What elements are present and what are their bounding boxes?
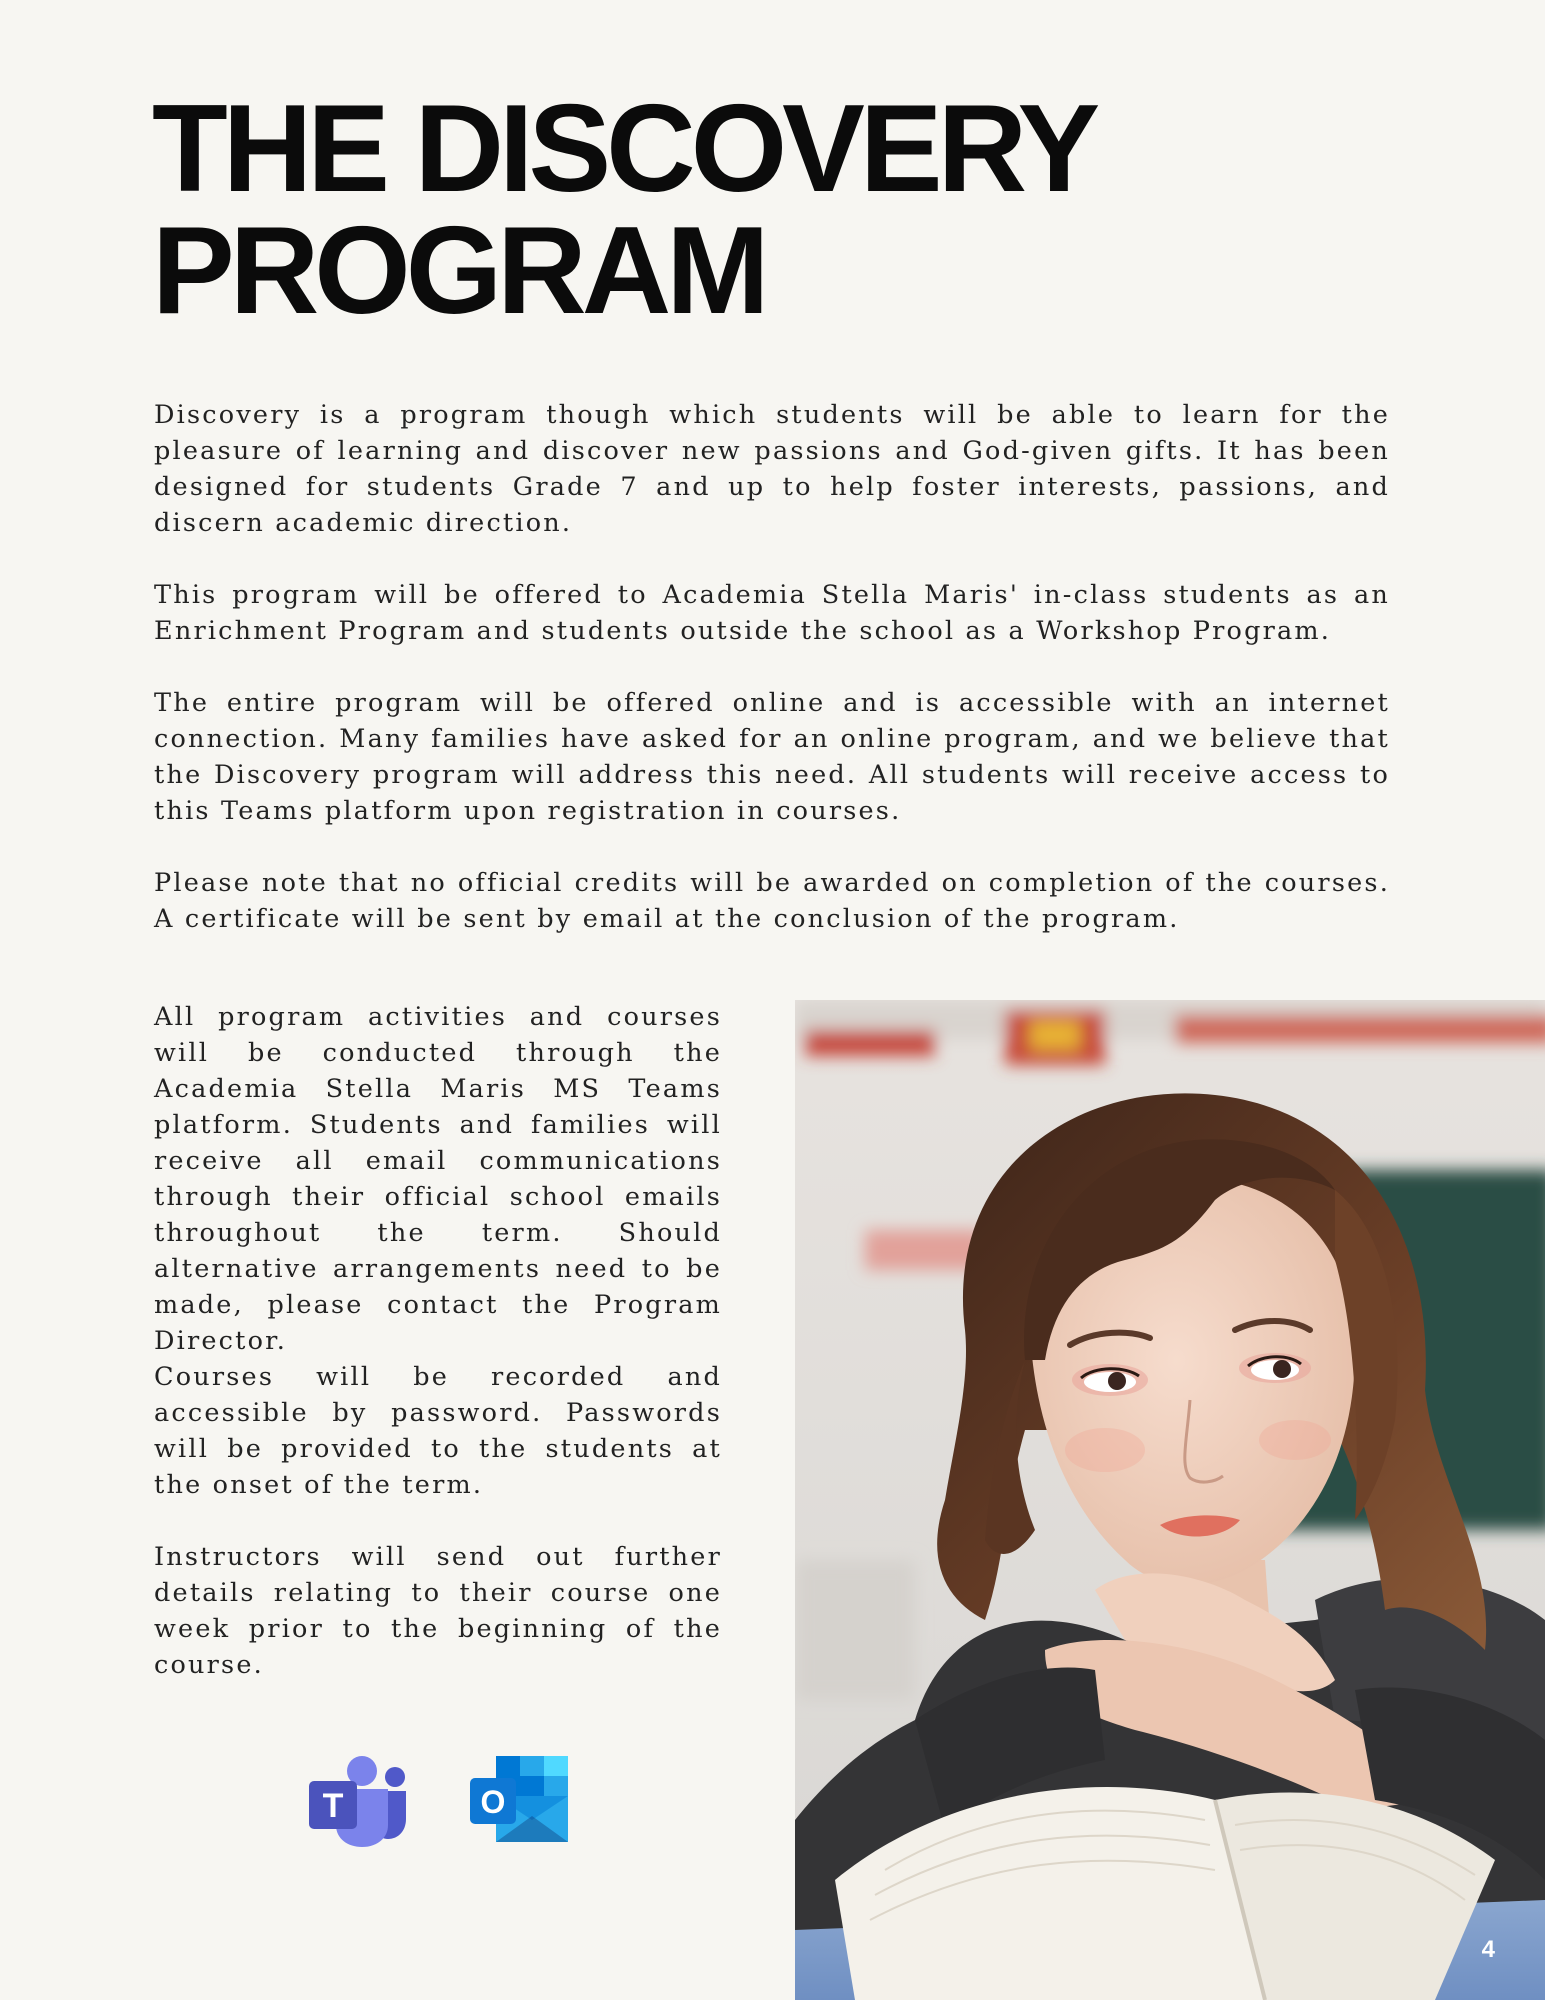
- page-title-line-2: PROGRAM: [152, 202, 765, 340]
- student-illustration: [795, 1000, 1545, 2000]
- teams-letter: T: [322, 1787, 344, 1825]
- page-title-line-1: THE DISCOVERY: [152, 80, 1096, 218]
- credits-paragraph: Please note that no official credits will be awarded on completion of the courses. A certificate will be sent by email at the conclusion of the program.: [154, 868, 1390, 934]
- intro-paragraph: Discovery is a program though which students will be able to learn for the pleasure of learning and discover new passions and God-given gifts. It has been designed for students Grade 7 and up to help foster interests, passions, and discern academic direction.: [154, 400, 1390, 538]
- student-photo: [795, 1000, 1545, 2000]
- outlook-letter: O: [480, 1784, 506, 1820]
- recording-paragraph: Courses will be recorded and accessible by password. Passwords will be provided to the students at the onset of the term.: [154, 1362, 722, 1500]
- online-paragraph: The entire program will be offered online and is accessible with an internet connection. Many families have asked for an online program, and we believe that the Discovery program will address this need. All students will receive access to this Teams platform upon registration in courses.: [154, 688, 1390, 826]
- page-title: [152, 80, 1152, 340]
- microsoft-teams-icon: [306, 1755, 408, 1847]
- offering-paragraph: This program will be offered to Academia Stella Maris' in-class students as an Enrichment Program and students outside the school as a Workshop Program.: [154, 580, 1390, 646]
- page-number: 4: [1481, 1936, 1495, 1963]
- microsoft-outlook-icon: [468, 1754, 572, 1846]
- teams-platform-paragraph: All program activities and courses will be conducted through the Academia Stella Maris MS Teams platform. Students and families will receive all email communications through their official school emails throughout the term. Should alternative arrangements need to be made, please contact the Program Director.: [154, 1002, 722, 1356]
- instructors-paragraph: Instructors will send out further details relating to their course one week prior to the beginning of the course.: [154, 1542, 722, 1680]
